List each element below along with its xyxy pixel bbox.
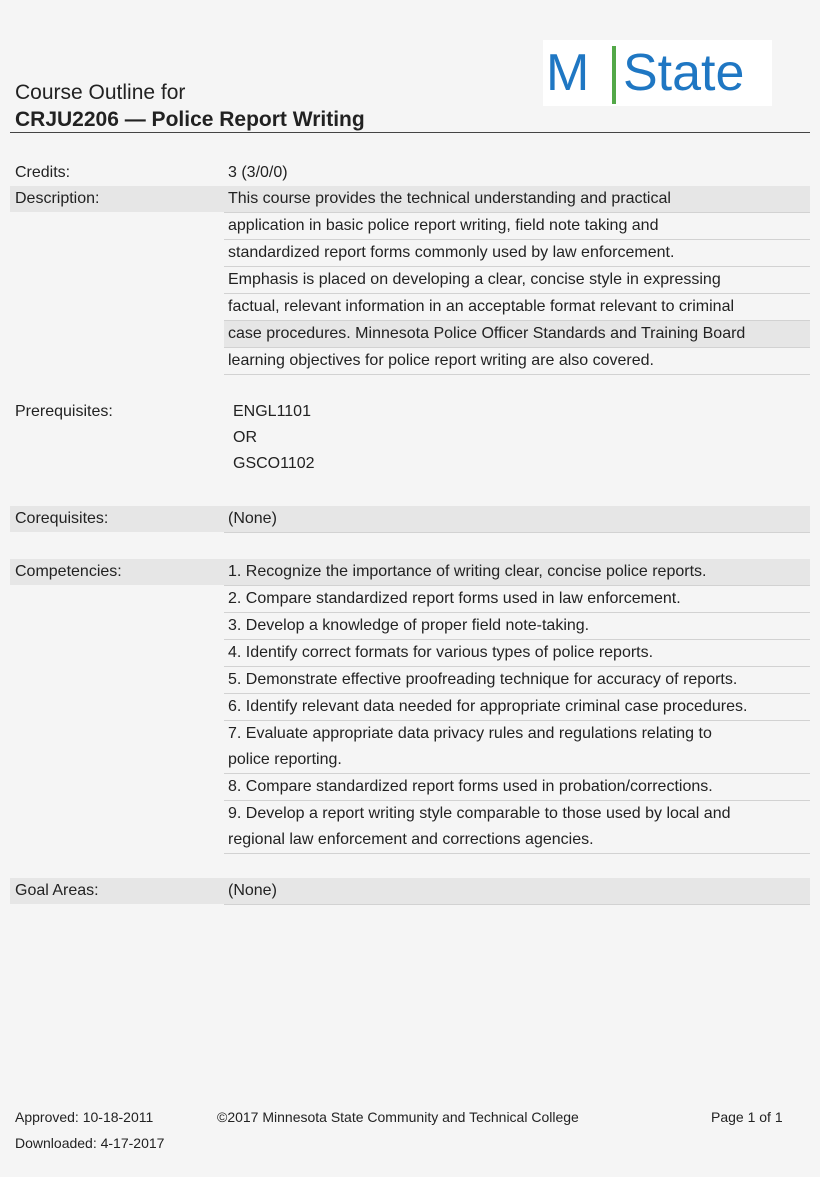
competency-item: 5. Demonstrate effective proofreading technique for accuracy of reports. (224, 667, 810, 694)
goal-areas-row (10, 878, 810, 904)
corequisites-row (10, 506, 810, 532)
competency-item: 2. Compare standardized report forms used in law enforcement. (224, 586, 810, 613)
credits-label: Credits: (15, 164, 71, 181)
competency-item: 3. Develop a knowledge of proper field note-taking. (224, 613, 810, 640)
downloaded-date: Downloaded: 4-17-2017 (15, 1135, 165, 1151)
description-line: factual, relevant information in an acceptable format relevant to criminal (224, 294, 810, 321)
prerequisites-label: Prerequisites: (15, 403, 113, 420)
prerequisite-item: GSCO1102 (233, 455, 315, 472)
description-line: standardized report forms commonly used by law enforcement. (224, 240, 810, 267)
competencies-label: Competencies: (15, 563, 122, 580)
course-title: CRJU2206 — Police Report Writing (15, 108, 365, 131)
approved-date: Approved: 10-18-2011 (15, 1109, 154, 1125)
description-line: Emphasis is placed on developing a clear, concise style in expressing (224, 267, 810, 294)
competency-item: 7. Evaluate appropriate data privacy rules and regulations relating to (228, 725, 712, 742)
prerequisites-row (10, 399, 810, 479)
goal-areas-value: (None) (224, 878, 810, 905)
corequisites-value: (None) (224, 506, 810, 533)
page-number: Page 1 of 1 (711, 1109, 783, 1125)
competency-item: 9. Develop a report writing style comparable to those used by local and (228, 805, 731, 822)
description-text (224, 186, 810, 375)
description-line: application in basic police report writing, field note taking and (224, 213, 810, 240)
logo-text-m: M (546, 44, 590, 102)
copyright-notice: ©2017 Minnesota State Community and Technical College (217, 1109, 579, 1125)
competencies-row (10, 559, 810, 851)
competency-item: 6. Identify relevant data needed for appropriate criminal case procedures. (224, 694, 810, 721)
competencies-list (224, 559, 810, 854)
description-label: Description: (15, 190, 100, 207)
description-row (10, 186, 810, 372)
competency-item: 1. Recognize the importance of writing clear, concise police reports. (224, 559, 810, 586)
competency-item: 4. Identify correct formats for various types of police reports. (224, 640, 810, 667)
competency-item: police reporting. (224, 747, 810, 774)
description-line: learning objectives for police report writing are also covered. (224, 348, 810, 375)
outline-heading: Course Outline for (15, 81, 186, 104)
corequisites-label: Corequisites: (15, 510, 109, 527)
prerequisite-item: OR (233, 429, 257, 446)
description-line: This course provides the technical understanding and practical (224, 186, 810, 213)
prerequisite-item: ENGL1101 (233, 403, 311, 420)
competency-item: regional law enforcement and corrections agencies. (224, 827, 810, 854)
competency-item: 8. Compare standardized report forms used in probation/corrections. (224, 774, 810, 801)
logo-divider (612, 46, 616, 104)
credits-row (10, 160, 810, 186)
header-divider (10, 132, 810, 133)
mstate-logo (543, 40, 772, 106)
credits-value: 3 (3/0/0) (228, 164, 288, 181)
logo-text-state: State (623, 44, 745, 102)
description-line: case procedures. Minnesota Police Officer Standards and Training Board (224, 321, 810, 348)
goal-areas-label: Goal Areas: (15, 882, 99, 899)
